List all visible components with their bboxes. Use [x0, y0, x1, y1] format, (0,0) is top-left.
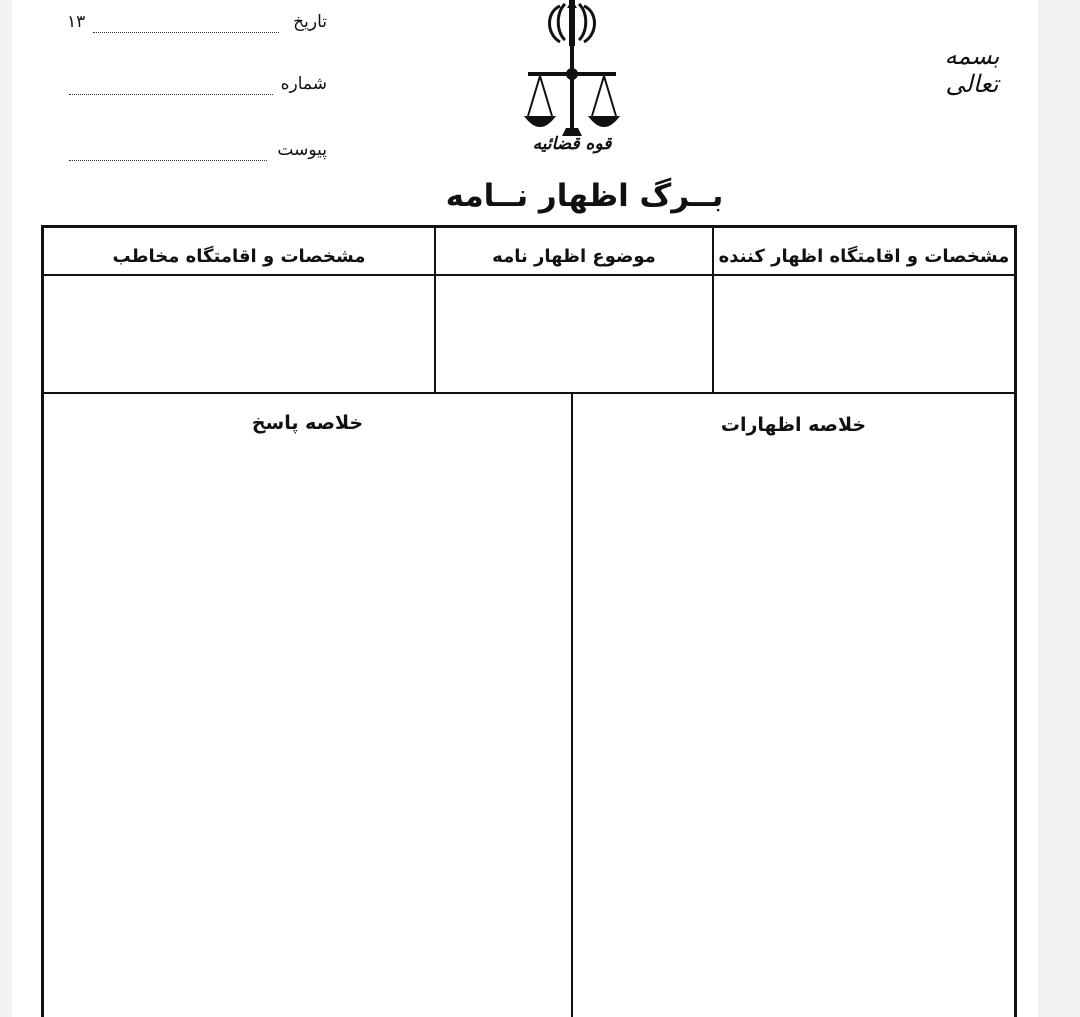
declarant-info-cell[interactable]: [714, 276, 1014, 392]
statements-area[interactable]: [573, 446, 1014, 1017]
number-field[interactable]: [67, 74, 327, 100]
basmala: بسمه تعالی: [944, 42, 1000, 98]
addressee-info-cell[interactable]: [44, 276, 434, 392]
attachment-field[interactable]: [67, 140, 327, 166]
date-prefix: ۱۳: [67, 12, 86, 32]
section-statements-heading: خلاصه اظهارات: [720, 414, 867, 436]
header-declarant: مشخصات و اقامتگاه اظهار کننده: [718, 246, 1010, 267]
subject-info-cell[interactable]: [436, 276, 712, 392]
reply-area[interactable]: [44, 446, 571, 1017]
attachment-dots: [69, 160, 267, 161]
number-dots: [69, 94, 273, 95]
table-top-border: [41, 225, 1017, 228]
date-dots: [93, 32, 279, 33]
attachment-label: پیوست: [277, 140, 327, 160]
form-page: [12, 0, 1038, 1017]
form-title: بــرگ اظهار نــامه: [445, 178, 724, 214]
info-row-divider: [41, 392, 1017, 394]
date-label: تاریخ: [293, 12, 327, 32]
emblem-caption: قوه قضائیه: [532, 134, 612, 154]
header-subject: موضوع اظهار نامه: [492, 246, 656, 267]
section-reply-heading: خلاصه پاسخ: [251, 412, 364, 434]
date-field[interactable]: [67, 12, 327, 38]
number-label: شماره: [280, 74, 327, 94]
table-right-border: [1014, 225, 1017, 1017]
header-addressee: مشخصات و اقامتگاه مخاطب: [112, 246, 366, 267]
